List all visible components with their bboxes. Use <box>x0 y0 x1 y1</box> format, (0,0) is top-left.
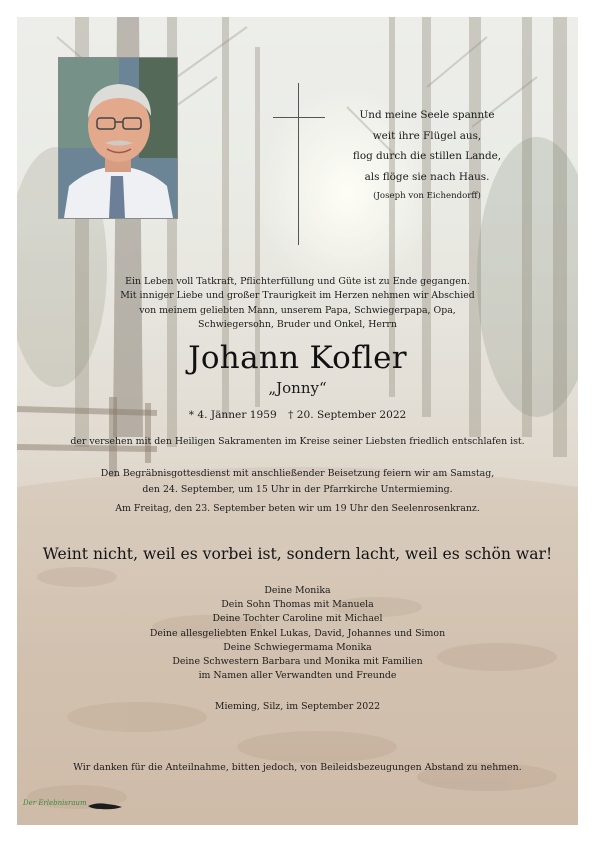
portrait-photo <box>58 57 178 219</box>
death-date: † 20. September 2022 <box>288 409 407 421</box>
poem-line: weit ihre Flügel aus, <box>372 129 482 142</box>
mourner-line: Deine allesgeliebten Enkel Lukas, David, Johannes und Simon <box>149 627 446 639</box>
intro-line: Schwiegersohn, Bruder und Onkel, Herrn <box>198 319 397 331</box>
place-date: Mieming, Silz, im September 2022 <box>214 701 381 712</box>
intro-line: von meinem geliebten Mann, unserem Papa, Schwiegerpapa, Opa, <box>139 304 456 316</box>
thanks-note: Wir danken für die Anteilnahme, bitten jedoch, von Beileidsbezeugungen Abstand zu nehmen. <box>73 762 522 773</box>
poem-line: Und meine Seele spannte <box>359 109 495 121</box>
brush-stroke-icon <box>87 801 123 811</box>
mourner-line: Dein Sohn Thomas mit Manuela <box>221 599 374 611</box>
mourners-list <box>17 584 578 683</box>
intro-line: Mit inniger Liebe und großer Traurigkeit im Herzen nehmen wir Abschied <box>120 290 475 302</box>
mourner-line: Deine Monika <box>264 585 331 596</box>
portrait-illustration <box>59 58 177 218</box>
cross-icon <box>273 83 325 245</box>
poem-line: als flöge sie nach Haus. <box>364 170 490 183</box>
mourner-line: Deine Tochter Caroline mit Michael <box>212 613 383 625</box>
intro-text <box>17 275 578 333</box>
poem <box>337 105 517 205</box>
obituary-card <box>17 17 578 825</box>
birth-date: * 4. Jänner 1959 <box>188 409 277 421</box>
deceased-name: Johann Kofler <box>188 340 407 376</box>
poem-line: flog durch die stillen Lande, <box>352 150 502 162</box>
intro-line: Ein Leben voll Tatkraft, Pflichterfüllung und Güte ist zu Ende gegangen. <box>125 276 470 287</box>
funeral-info <box>17 466 578 497</box>
poem-author: (Joseph von Eichendorff) <box>373 191 481 201</box>
deceased-nickname: „Jonny“ <box>268 379 327 397</box>
mourner-line: Deine Schwestern Barbara und Monika mit Familien <box>172 656 423 668</box>
motto: Weint nicht, weil es vorbei ist, sondern lacht, weil es schön war! <box>42 545 553 563</box>
funeral-line: den 24. September, um 15 Uhr in der Pfarrkirche Untermieming. <box>142 483 453 495</box>
mourner-line: Deine Schwiegermama Monika <box>223 641 372 653</box>
life-dates <box>17 408 578 422</box>
rosary-info: Am Freitag, den 23. September beten wir um 19 Uhr den Seelenrosenkranz. <box>115 503 480 514</box>
funeral-line: Den Begräbnisgottesdienst mit anschließender Beisetzung feiern wir am Samstag, <box>100 468 495 479</box>
mourner-line: im Namen aller Verwandten und Freunde <box>198 670 397 682</box>
sacraments-text: der versehen mit den Heiligen Sakramenten im Kreise seiner Liebsten friedlich entschlafen ist. <box>70 436 525 447</box>
publisher-logo: Der Erlebnisraum <box>23 799 87 807</box>
